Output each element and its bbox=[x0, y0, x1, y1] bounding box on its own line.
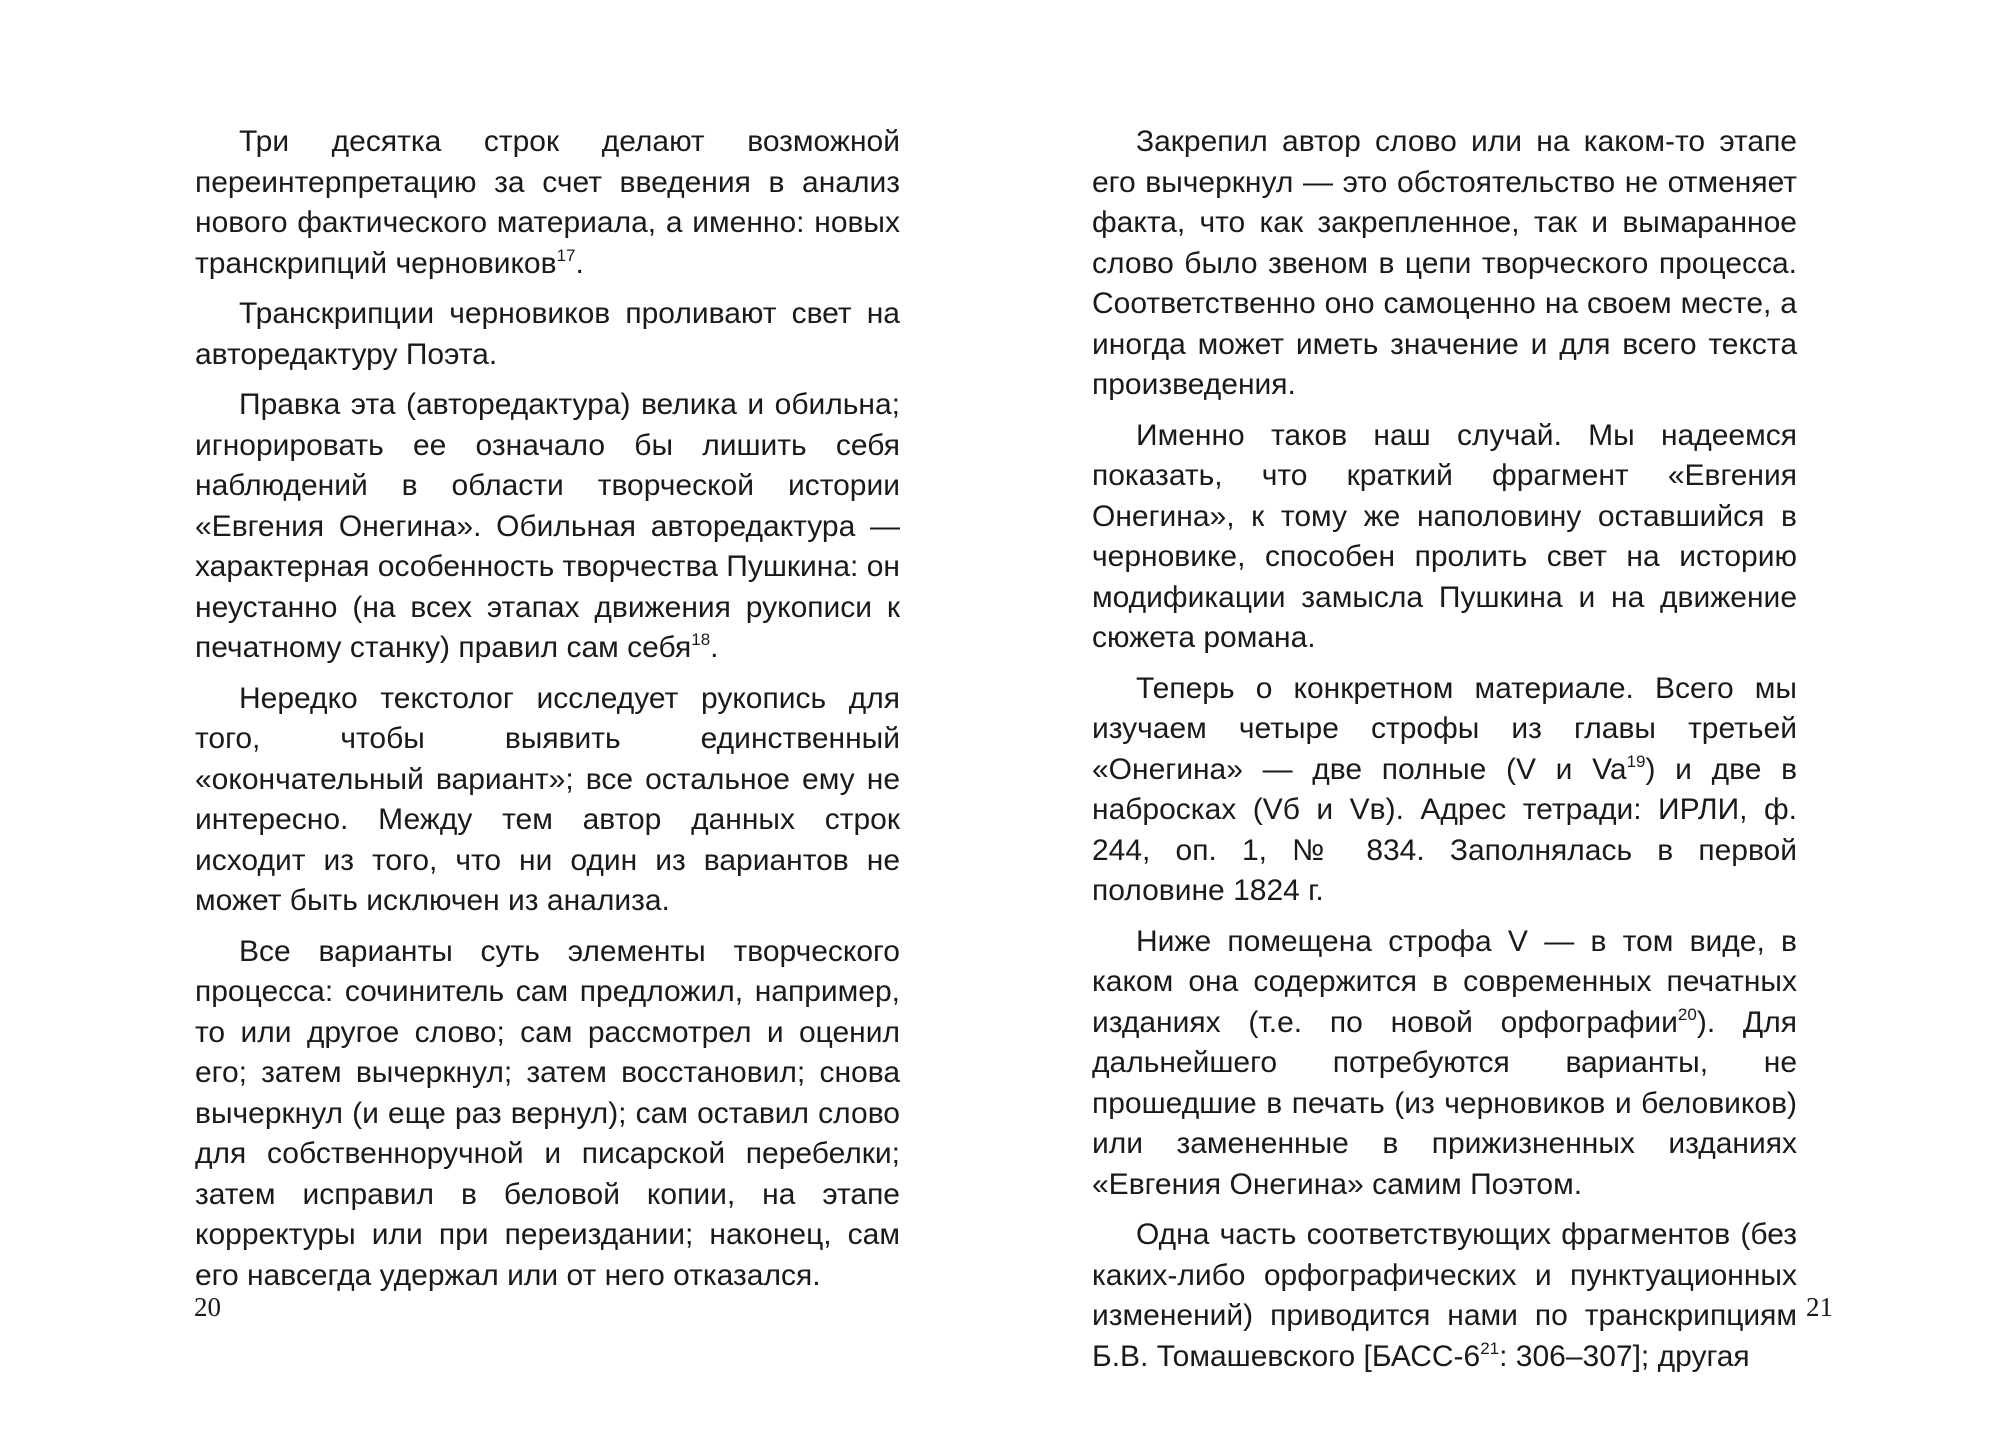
footnote-ref: 17 bbox=[556, 245, 576, 265]
paragraph bbox=[1092, 922, 1797, 1206]
paragraph-tail: . bbox=[575, 246, 584, 280]
paragraph bbox=[1092, 122, 1797, 406]
paragraph-text: Правка эта (автоpедактура) велика и обильна; игнорировать ее означало бы лишить себя наблюдений в области творческой истории «Евгения Онегина». Обильная автоpедактура — характерная особенность творчества Пушкина: он неустанно (на всех этапах движения рукописи к печатному станку) правил сам себя bbox=[195, 388, 900, 664]
paragraph bbox=[1092, 1215, 1797, 1377]
page-number-left: 20 bbox=[194, 1292, 221, 1322]
paragraph bbox=[195, 294, 900, 375]
paragraph-tail: ) и две в набросках (Vб и Vв). Адрес тетради: ИРЛИ, ф. 244, оп. 1, № 834. Заполнялась в первой половине 1824 г. bbox=[1092, 752, 1798, 907]
paragraph-text: Закрепил автор слово или на каком-то этапе его вычеркнул — это обстоятельство не отменяет факта, что как закрепленное, так и вымаранное слово было звеном в цепи творческого процесса. Соответственно оно самоценно на своем месте, а иногда может иметь значение и для всего текста произведения. bbox=[1092, 125, 1797, 401]
paragraph bbox=[1092, 669, 1797, 912]
paragraph bbox=[195, 932, 900, 1297]
paragraph-tail: : 306–307]; другая bbox=[1499, 1339, 1750, 1373]
right-page bbox=[1092, 122, 1797, 1387]
page-number-right: 21 bbox=[1806, 1292, 1833, 1322]
paragraph bbox=[1092, 416, 1797, 659]
footnote-ref: 18 bbox=[691, 630, 711, 649]
footnote-ref: 20 bbox=[1677, 1004, 1697, 1024]
paragraph bbox=[195, 679, 900, 922]
paragraph-tail: . bbox=[710, 631, 719, 664]
paragraph-text: Все варианты суть элементы творческого процесса: сочинитель сам предложил, например, то или другое слово; сам рассмотрел и оценил его; затем вычеркнул; затем восстановил; снова вычеркнул (и еще раз вернул); сам оставил слово для собственноручной и писарской перебелки; затем исправил в беловой копии, на этапе корректуры или при переиздании; наконец, сам его навсегда удержал или от него отказался. bbox=[195, 934, 900, 1292]
paragraph bbox=[195, 385, 900, 669]
paragraph-text: Одна часть соответствующих фрагментов (без каких-либо орфографических и пунктуационных изменений) приводится нами по транскрипциям Б.В. Томашевского [БАСС-6 bbox=[1092, 1218, 1797, 1373]
left-page bbox=[195, 122, 900, 1306]
paragraph-text: Именно таков наш случай. Мы надеемся показать, что краткий фрагмент «Евгения Онегина», к тому же наполовину оставшийся в черновике, способен пролить свет на историю модификации замысла Пушкина и на движение сюжета романа. bbox=[1092, 418, 1797, 654]
footnote-ref: 21 bbox=[1480, 1338, 1500, 1358]
paragraph-text: Нередко текстолог исследует рукопись для того, чтобы выявить единственный «окончательный вариант»; все остальное ему не интересно. Между тем автор данных строк исходит из того, что ни один из вариантов не может быть исключен из анализа. bbox=[195, 681, 900, 917]
paragraph-tail: ). Для дальнейшего потребуются варианты, не прошедшие в печать (из черновиков и беловиков) или замененные в прижизненных изданиях «Евгения Онегина» самим Поэтом. bbox=[1092, 1005, 1798, 1201]
paragraph-text: Теперь о конкретном материале. Всего мы изучаем четыре строфы из главы третьей «Онегина» — две полные (V и Va bbox=[1092, 671, 1797, 786]
paragraph-text: Ниже помещена строфа V — в том виде, в каком она содержится в современных печатных изданиях (т.е. по новой орфографии bbox=[1092, 924, 1797, 1039]
paragraph-text: Транскрипции черновиков проливают свет на автоpедактуру Поэта. bbox=[195, 297, 900, 371]
paragraph-text: Три десятка строк делают возможной переинтерпретацию за счет введения в анализ нового фактического материала, а именно: новых транскрипций черновиков bbox=[195, 125, 900, 280]
footnote-ref: 19 bbox=[1626, 751, 1646, 771]
paragraph bbox=[195, 122, 900, 284]
